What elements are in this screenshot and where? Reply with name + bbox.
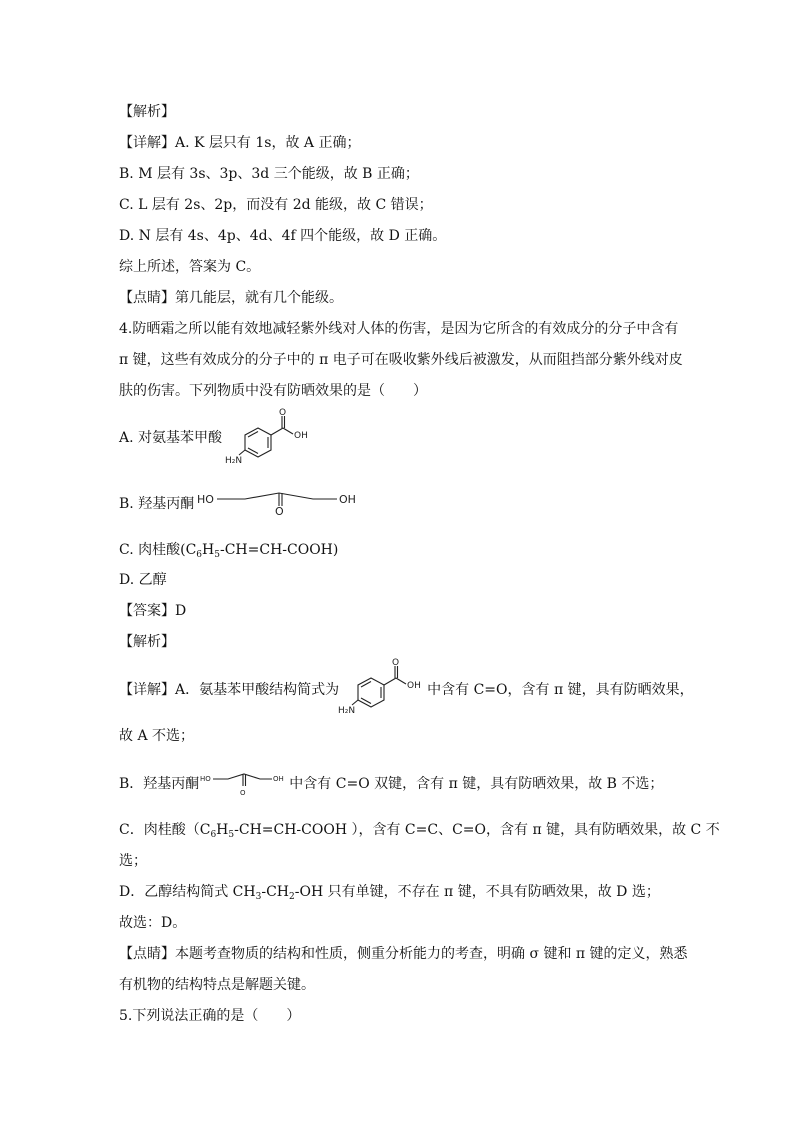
q4-stem-line-3: 肤的伤害。下列物质中没有防晒效果的是（ ） [119,383,427,399]
hydroxyl-left-label: HO [200,775,211,783]
para-aminobenzoic-acid-structure [225,408,315,470]
hydroxyl-right-label: OH [273,775,284,783]
q4-detail-a: 【详解】A．氨基苯甲酸结构简式为 中含有 C=O，含有 π 键，具有防晒效果， [119,682,694,698]
q4-option-c: C. 肉桂酸$(C_6H_5-CH=CH-COOH)$ [119,542,339,560]
q3-detail-c: C. L 层有 2s、2p，而没有 2d 能级，故 C 错误； [119,197,433,213]
q4-stem-line-2: π 键，这些有效成分的分子中的 π 电子可在吸收紫外线后被激发，从而阻挡部分紫外线对皮 [119,352,683,368]
inline-aminobenzoic-acid-structure [338,658,428,720]
oxygen-label: O [392,658,400,668]
benzene-ring [245,428,271,457]
hydroxyl-right-label: OH [339,493,356,506]
q3-detail-b: B. M 层有 3s、3p、3d 三个能级，故 B 正确； [119,166,419,182]
q3-detail-a: 【详解】A. K 层只有 1s，故 A 正确； [119,135,361,151]
carbonyl-oxygen-label: O [275,505,284,518]
q4-option-d: D. 乙醇 [119,572,167,588]
q4-answer: 【答案】D [119,603,187,619]
q4-tip-line-1: 【点睛】本题考查物质的结构和性质，侧重分析能力的考查，明确 σ 键和 π 键的定义，熟悉 [119,946,688,962]
q4-tip-line-2: 有机物的结构特点是解题关键。 [119,977,315,993]
q3-analysis-tag: 【解析】 [119,104,175,120]
hydroxyacetone-structure [197,486,372,516]
oxygen-label: O [279,408,287,418]
q4-option-b: B. 羟基丙酮 [119,496,195,512]
q4-detail-c: C．肉桂酸（$C_6H_5-CH=CH$-COOH ），含有 C=C、C=O，含有 π 键，具有防晒效果，故 C 不 [119,822,720,840]
q4-choose: 故选：D。 [119,915,187,931]
q4-detail-a-line-2: 故 A 不选； [119,728,195,744]
q5-stem: 5.下列说法正确的是（ ） [119,1008,301,1024]
carbonyl-oxygen-label: O [240,789,246,797]
q3-tip: 【点睛】第几能层，就有几个能级。 [119,290,343,306]
q4-detail-d: D．乙醇结构简式 $CH_3-CH_2-OH$ 只有单键，不存在 π 键，不具有防晒效果，故 D 选； [119,884,660,902]
q4-analysis-tag: 【解析】 [119,634,175,650]
q3-detail-d: D. N 层有 4s、4p、4d、4f 四个能级，故 D 正确。 [119,228,447,244]
q4-detail-b: B．羟基丙酮 中含有 C=O 双键，含有 π 键，具有防晒效果，故 B 不选； [119,776,664,792]
hydroxyl-label: OH [294,431,308,441]
q3-summary: 综上所述，答案为 C。 [119,259,261,275]
amino-label: H₂N [338,706,356,716]
amino-label: H₂N [225,456,243,466]
q4-detail-c-line-2: 选； [119,853,147,869]
hydroxyl-label: OH [407,681,421,691]
inline-hydroxyacetone-structure [200,770,292,798]
q4-option-a: A. 对氨基苯甲酸 [119,430,223,446]
hydroxyl-left-label: HO [197,493,214,506]
q4-stem-line-1: 4.防晒霜之所以能有效地减轻紫外线对人体的伤害，是因为它所含的有效成分的分子中含有 [119,321,679,337]
